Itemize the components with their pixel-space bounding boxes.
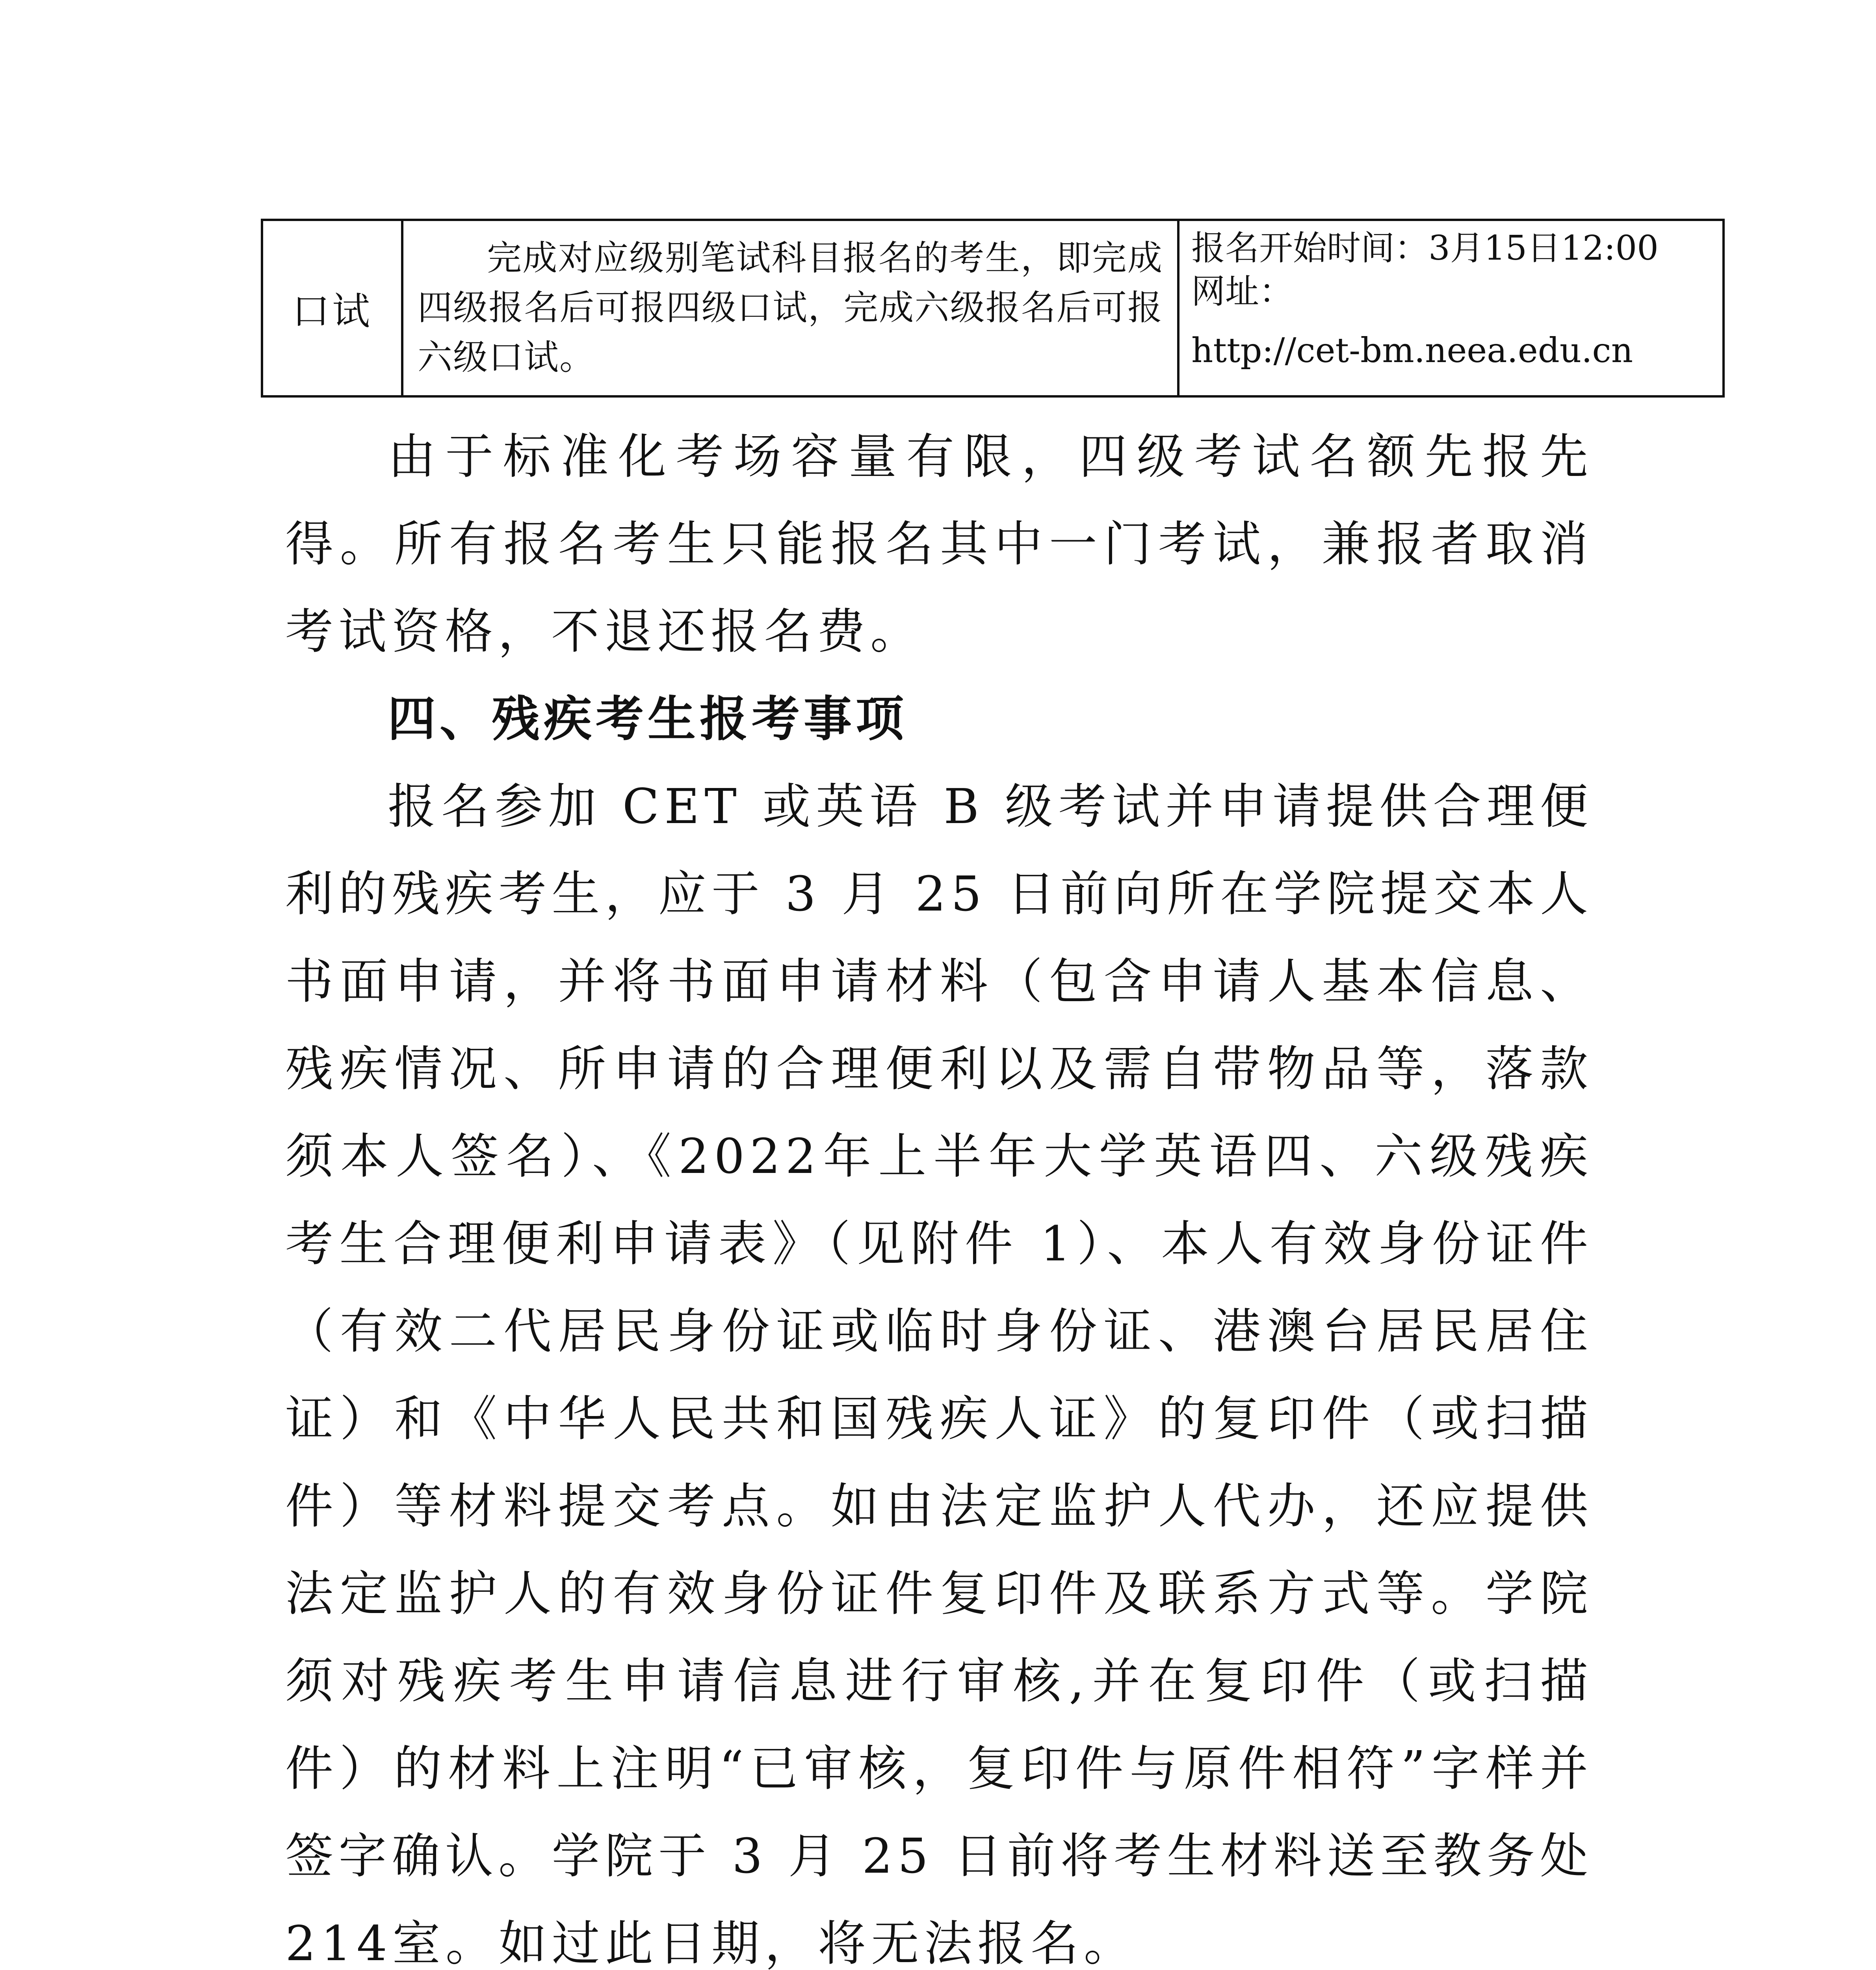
quota-paragraph: 由于标准化考场容量有限，四级考试名额先报先得。所有报名考生只能报名其中一门考试，兼报者取消考试资格，不退还报名费。: [285, 429, 1593, 660]
registration-url: http://cet-bm.neea.edu.cn: [1191, 331, 1633, 370]
section-4-heading: 四、残疾考生报考事项: [388, 691, 908, 747]
registration-table: [261, 219, 1725, 398]
exam-description-cell: 完成对应级别笔试科目报名的考生，即完成四级报名后可报四级口试，完成六级报名后可报六级口试。: [402, 220, 1178, 396]
document-body: [285, 413, 1593, 1970]
registration-start-time: 报名开始时间：3月15日12:00: [1191, 229, 1659, 268]
url-label: 网址：: [1191, 272, 1293, 311]
exam-type-cell: 口试: [262, 220, 402, 396]
table-row: [262, 220, 1724, 396]
section-4-paragraph: 报名参加 CET 或英语 B 级考试并申请提供合理便利的残疾考生，应于 3 月 25 日前向所在学院提交本人书面申请，并将书面申请材料（包含申请人基本信息、残疾情况、所申请的合理便利以及需自带物品等，落款须本人签名）、《2022年上半年大学英语四、六级残疾考生合理便利申请表》（见附件 1）、本人有效身份证件（有效二代居民身份证或临时身份证、港澳台居民居住证）和《中华人民共和国残疾人证》的复印件（或扫描件）等材料提交考点。如由法定监护人代办，还应提供法定监护人的有效身份证件复印件及联系方式等。学院须对残疾考生申请信息进行审核,并在复印件（或扫描件）的材料上注明“已审核，复印件与原件相符”字样并签字确认。学院于 3 月 25 日前将考生材料送至教务处 214室。如过此日期，将无法报名。: [285, 779, 1593, 1970]
registration-info-cell: [1178, 220, 1724, 396]
